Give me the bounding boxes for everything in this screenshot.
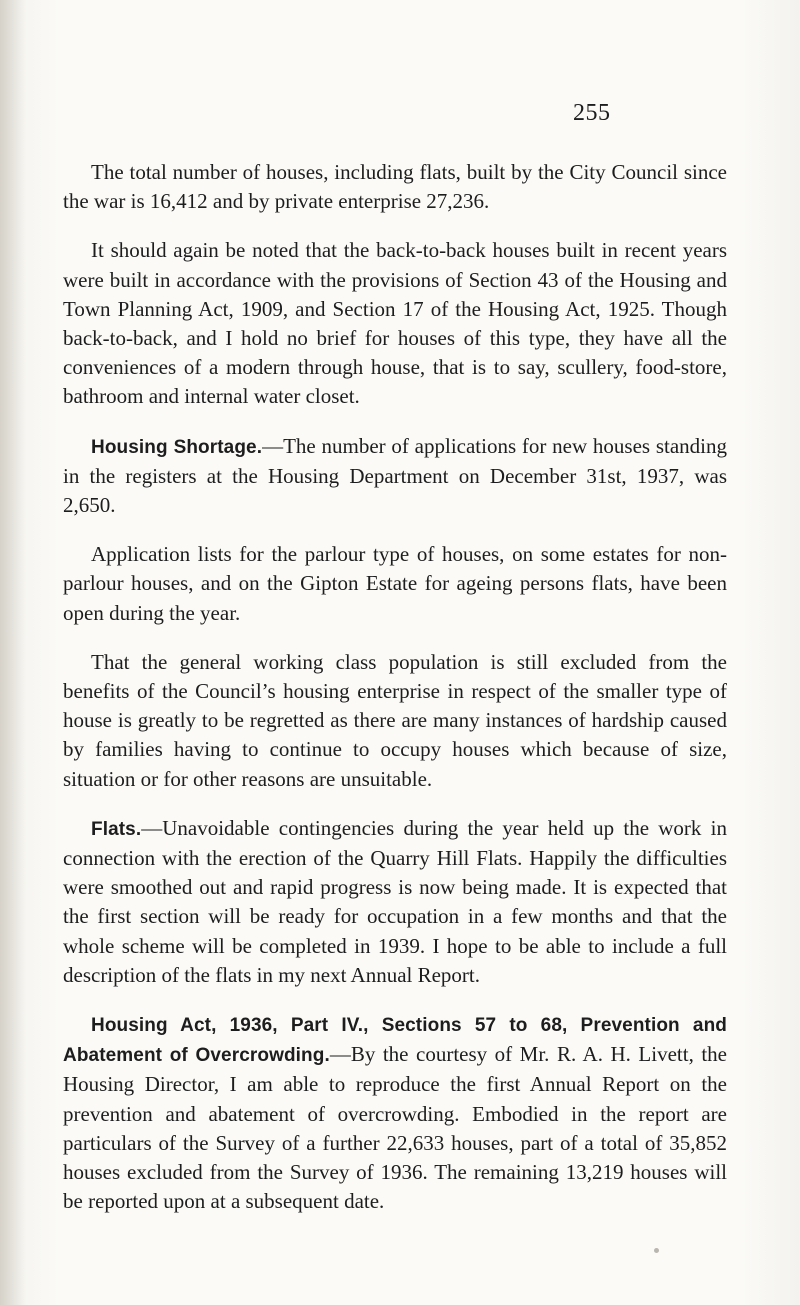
paragraph-text: It should again be noted that the back-to-back houses built in recent years were built in accordance with the provisions of Section 43 of the Housing and Town Planning Act, 1909, and Section 17 of the Housing Act, 1925. Though back-to-back, and I hold no brief for houses of this type, they have all the conveniences of a modern through house, that is to say, scullery, food-store, bathroom and internal water closet.	[63, 238, 727, 409]
paragraph-flats	[63, 814, 727, 990]
page-number: 255	[573, 100, 611, 126]
paragraph-overcrowding	[63, 1010, 727, 1216]
section-heading: Housing Act, 1936, Part IV., Sections 57 to 68, Prevention and Abatement of Overcrowding.	[63, 1015, 727, 1067]
paragraph-text: Application lists for the parlour type of houses, on some estates for non-parlour houses, and on the Gipton Estate for ageing persons flats, have been open during the year.	[63, 542, 727, 625]
section-heading: Housing Shortage.	[91, 436, 263, 458]
paragraph-text: —By the courtesy of Mr. R. A. H. Livett, the Housing Director, I am able to reproduce the first Annual Report on the prevention and abatement of overcrowding. Embodied in the report are particulars of the Survey of a further 22,633 houses, part of a total of 35,852 houses excluded from the Survey of 1936. The remaining 13,219 houses will be reported upon at a subsequent date.	[63, 1042, 727, 1214]
paragraph-housing-shortage	[63, 432, 727, 521]
paragraph-working-class	[63, 648, 727, 794]
paragraph-back-to-back	[63, 236, 727, 411]
paragraph-application-lists	[63, 540, 727, 628]
paragraph-text: —Unavoidable contingencies during the year held up the work in connection with the erection of the Quarry Hill Flats. Happily the difficulties were smoothed out and rapid progress is now being made. It is expected that the first section will be ready for occupation in a few months and that the whole scheme will be completed in 1939. I hope to be able to include a full description of the flats in my next Annual Report.	[63, 815, 727, 987]
section-heading: Flats.	[91, 818, 142, 840]
paper-speck	[654, 1248, 659, 1253]
paragraph-houses-built	[63, 158, 727, 216]
paragraph-text: That the general working class population is still excluded from the benefits of the Council’s housing enterprise in respect of the smaller type of house is greatly to be regretted as there are many instances of hardship caused by families having to continue to occupy houses which because of size, situation or for other reasons are unsuitable.	[63, 649, 727, 791]
binding-shadow	[0, 0, 26, 1305]
paragraph-text: —The number of applications for new houses standing in the registers at the Housing Department on December 31st, 1937, was 2,650.	[63, 433, 727, 518]
paragraph-text: The total number of houses, including flats, built by the City Council since the war is 16,412 and by private enterprise 27,236.	[63, 160, 727, 214]
body-text	[63, 158, 727, 1237]
